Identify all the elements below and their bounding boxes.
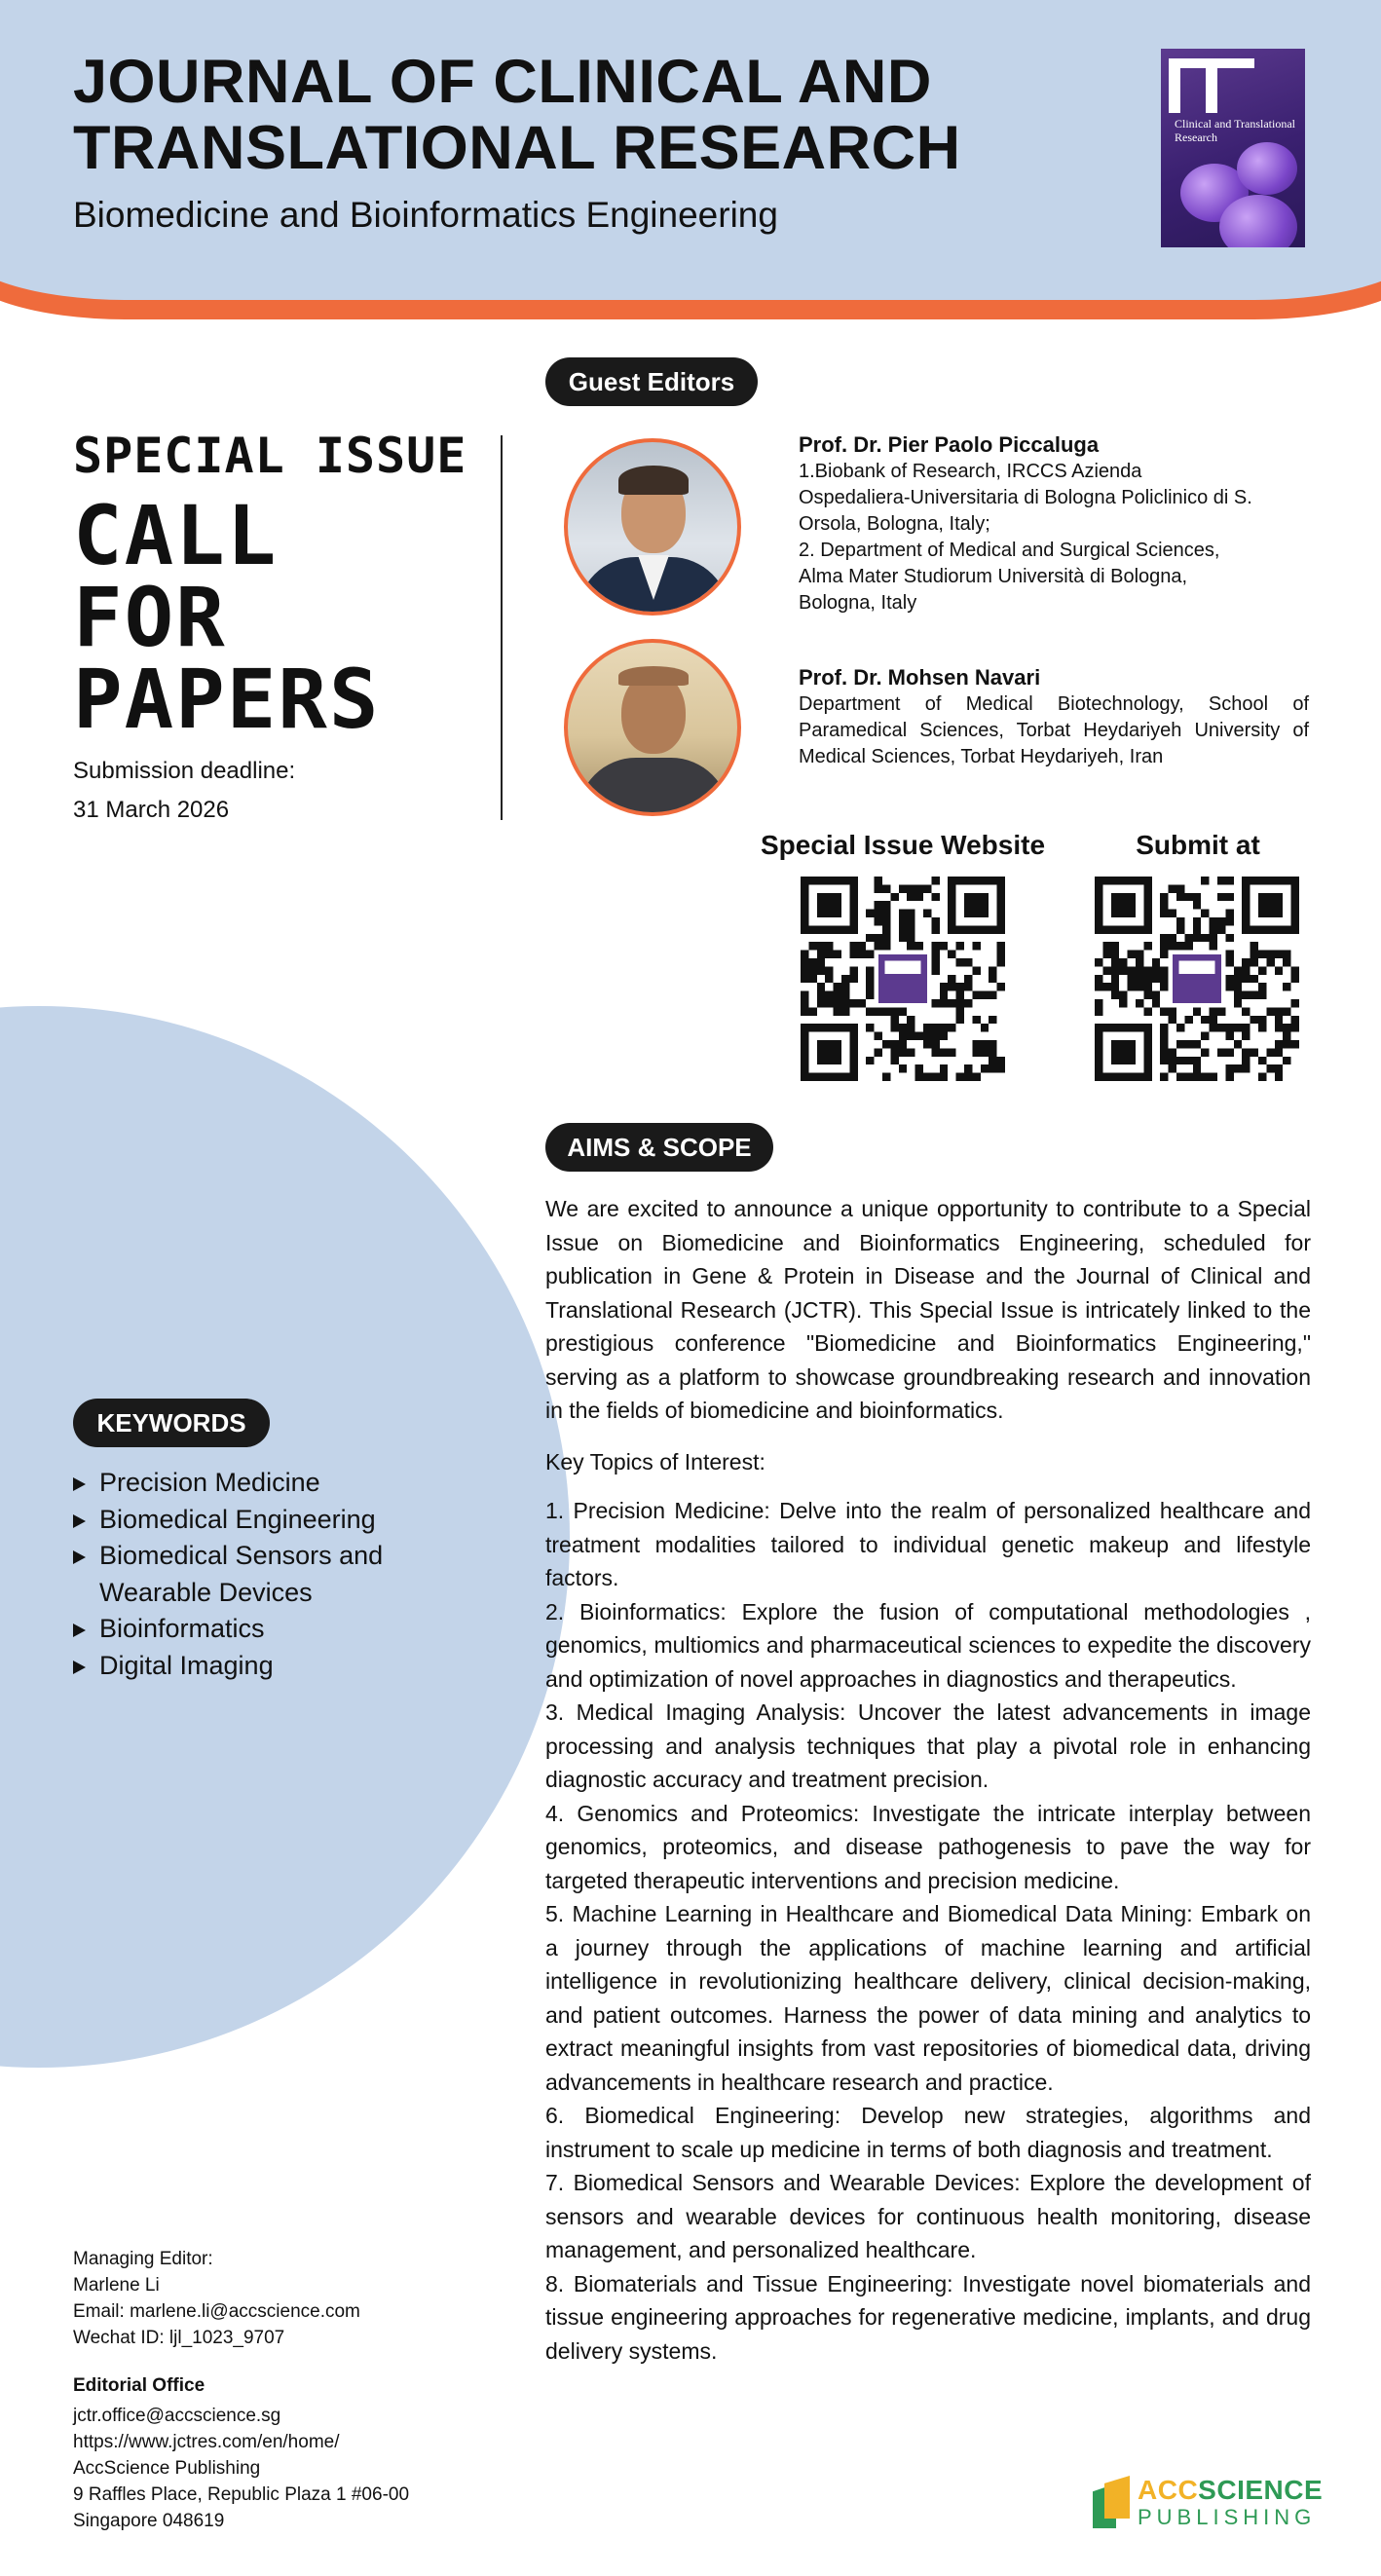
call-line-3: PAPERS xyxy=(73,652,381,747)
website-qr-code[interactable] xyxy=(801,877,1005,1081)
topic-item: 1. Precision Medicine: Delve into the realm of personalized healthcare and treatment modalities tailored to individual genetic makeup and lifestyle factors. xyxy=(545,1498,1311,1590)
keyword-text: Digital Imaging xyxy=(99,1650,274,1680)
topics-list xyxy=(545,1494,1311,2368)
aims-scope-label: AIMS & SCOPE xyxy=(545,1123,773,1172)
deadline-label: Submission deadline: xyxy=(73,758,296,784)
managing-editor-email[interactable]: Email: marlene.li@accscience.com xyxy=(73,2301,360,2322)
topic-item: 3. Medical Imaging Analysis: Uncover the latest advancements in image processing and analysis techniques that play a pivotal role in enhancing diagnostic accuracy and treatment precision. xyxy=(545,1699,1311,1792)
topic-item: 7. Biomedical Sensors and Wearable Devices: Explore the development of sensors and wearable devices for continuous health monitoring, disease management, and personalized healthcare. xyxy=(545,2170,1311,2262)
divider-line xyxy=(501,435,503,820)
editor-1-affiliation-line: Ospedaliera-Universitaria di Bologna Policlinico di S. xyxy=(799,487,1252,508)
aims-intro-text: We are excited to announce a unique opportunity to contribute to a Special Issue on Biomedicine and Bioinformatics Engineering, scheduled for publication in Gene & Protein in Disease and the Journal of Clinical and Translational Research (JCTR). This Special Issue is intricately linked to the prestigious conference "Biomedicine and Bioinformatics Engineering," serving as a platform to showcase groundbreaking research and innovation in the fields of biomedicine and bioinformatics. xyxy=(545,1196,1311,1423)
topic-item: 6. Biomedical Engineering: Develop new strategies, algorithms and instrument to scale up medicine in terms of both diagnosis and treatment. xyxy=(545,2103,1311,2162)
guest-editors-label: Guest Editors xyxy=(545,357,758,406)
keywords-label: KEYWORDS xyxy=(73,1399,270,1447)
editor-1-affiliation xyxy=(799,459,1309,616)
editor-1-affiliation-line: 2. Department of Medical and Surgical Sciences, xyxy=(799,540,1220,561)
special-issue-website-label: Special Issue Website xyxy=(760,830,1046,860)
editor-2-photo xyxy=(564,639,741,816)
editor-1-photo xyxy=(564,438,741,616)
managing-editor-label: Managing Editor: xyxy=(73,2249,213,2269)
office-address-line: Singapore 048619 xyxy=(73,2511,225,2531)
keywords-list xyxy=(73,1465,482,1684)
cover-title: Clinical and Translational Research xyxy=(1175,117,1295,144)
keyword-text: Bioinformatics xyxy=(99,1614,265,1643)
editor-2-affiliation: Department of Medical Biotechnology, School of Paramedical Sciences, Torbat Heydariyeh University of Medical Sciences, Torbat Heydariyeh, Iran xyxy=(799,693,1309,767)
bullet-triangle-icon xyxy=(73,1477,86,1491)
editor-1-affiliation-line: Orsola, Bologna, Italy; xyxy=(799,513,990,535)
cover-logo-icon xyxy=(1169,58,1254,113)
deadline-date: 31 March 2026 xyxy=(73,797,230,823)
submit-at-label: Submit at xyxy=(1136,830,1260,860)
keyword-text: Biomedical Engineering xyxy=(99,1504,376,1534)
submit-qr-code[interactable] xyxy=(1095,877,1299,1081)
keyword-item xyxy=(73,1611,482,1648)
accscience-logo xyxy=(1093,2475,1324,2532)
editor-1-affiliation-line: 1.Biobank of Research, IRCCS Azienda xyxy=(799,461,1142,482)
logo-wordmark: ACCSCIENCE xyxy=(1138,2475,1324,2505)
call-line-2: FOR xyxy=(73,570,227,665)
managing-editor-name: Marlene Li xyxy=(73,2275,160,2296)
topic-item: 5. Machine Learning in Healthcare and Biomedical Data Mining: Embark on a journey through the applications of machine learning and artificial intelligence in revolutionizing healthcare delivery, clinical decision-making, and patient outcomes. Harness the power of data mining and analytics to extract meaningful insights from vast repositories of biomedical data, driving advancements in healthcare research and practice. xyxy=(545,1901,1311,2095)
accscience-logo-icon xyxy=(1093,2476,1130,2528)
special-issue-heading: SPECIAL ISSUE xyxy=(73,428,467,484)
topic-item: 8. Biomaterials and Tissue Engineering: Investigate novel biomaterials and tissue engineering approaches for regenerative medicine, implants, and drug delivery systems. xyxy=(545,2270,1311,2364)
journal-subtitle: Biomedicine and Bioinformatics Engineering xyxy=(73,195,778,235)
office-website[interactable]: https://www.jctres.com/en/home/ xyxy=(73,2432,340,2452)
office-address-line: 9 Raffles Place, Republic Plaza 1 #06-00 xyxy=(73,2484,410,2505)
editor-1-name: Prof. Dr. Pier Paolo Piccaluga xyxy=(799,432,1100,457)
editor-1-affiliation-line: Bologna, Italy xyxy=(799,592,917,614)
keyword-item xyxy=(73,1648,482,1685)
bullet-triangle-icon xyxy=(73,1661,86,1674)
key-topics-label: Key Topics of Interest: xyxy=(545,1449,765,1475)
keyword-text: Precision Medicine xyxy=(99,1468,320,1497)
managing-editor-block xyxy=(73,2246,521,2351)
call-line-1: CALL xyxy=(73,488,279,583)
editor-1-affiliation-line: Alma Mater Studiorum Università di Bologna, xyxy=(799,566,1188,587)
editor-2-name: Prof. Dr. Mohsen Navari xyxy=(799,665,1041,690)
office-email[interactable]: jctr.office@accscience.sg xyxy=(73,2406,281,2426)
bullet-triangle-icon xyxy=(73,1550,86,1564)
bullet-triangle-icon xyxy=(73,1624,86,1637)
logo-tagline: PUBLISHING xyxy=(1138,2505,1317,2529)
keyword-item xyxy=(73,1502,482,1539)
journal-cover-image xyxy=(1161,49,1305,247)
bullet-triangle-icon xyxy=(73,1514,86,1528)
publisher-name: AccScience Publishing xyxy=(73,2458,261,2479)
editorial-office-label: Editorial Office xyxy=(73,2375,205,2396)
journal-title: JOURNAL OF CLINICAL AND TRANSLATIONAL RESEARCH xyxy=(73,48,961,182)
topic-item: 2. Bioinformatics: Explore the fusion of computational methodologies , genomics, multiomics and pharmaceutical sciences to expedite the discovery and optimization of novel approaches in diagnostics and therapeutics. xyxy=(545,1598,1311,1692)
keyword-item xyxy=(73,1465,482,1502)
keyword-item xyxy=(73,1538,482,1611)
managing-editor-wechat: Wechat ID: ljl_1023_9707 xyxy=(73,2328,285,2348)
keyword-text: Biomedical Sensors and Wearable Devices xyxy=(99,1541,384,1607)
topic-item: 4. Genomics and Proteomics: Investigate the intricate interplay between genomics, proteomics, and disease pathogenesis to pave the way for targeted therapeutic interventions and precision medicine. xyxy=(545,1800,1311,1893)
editorial-office-block xyxy=(73,2372,521,2534)
